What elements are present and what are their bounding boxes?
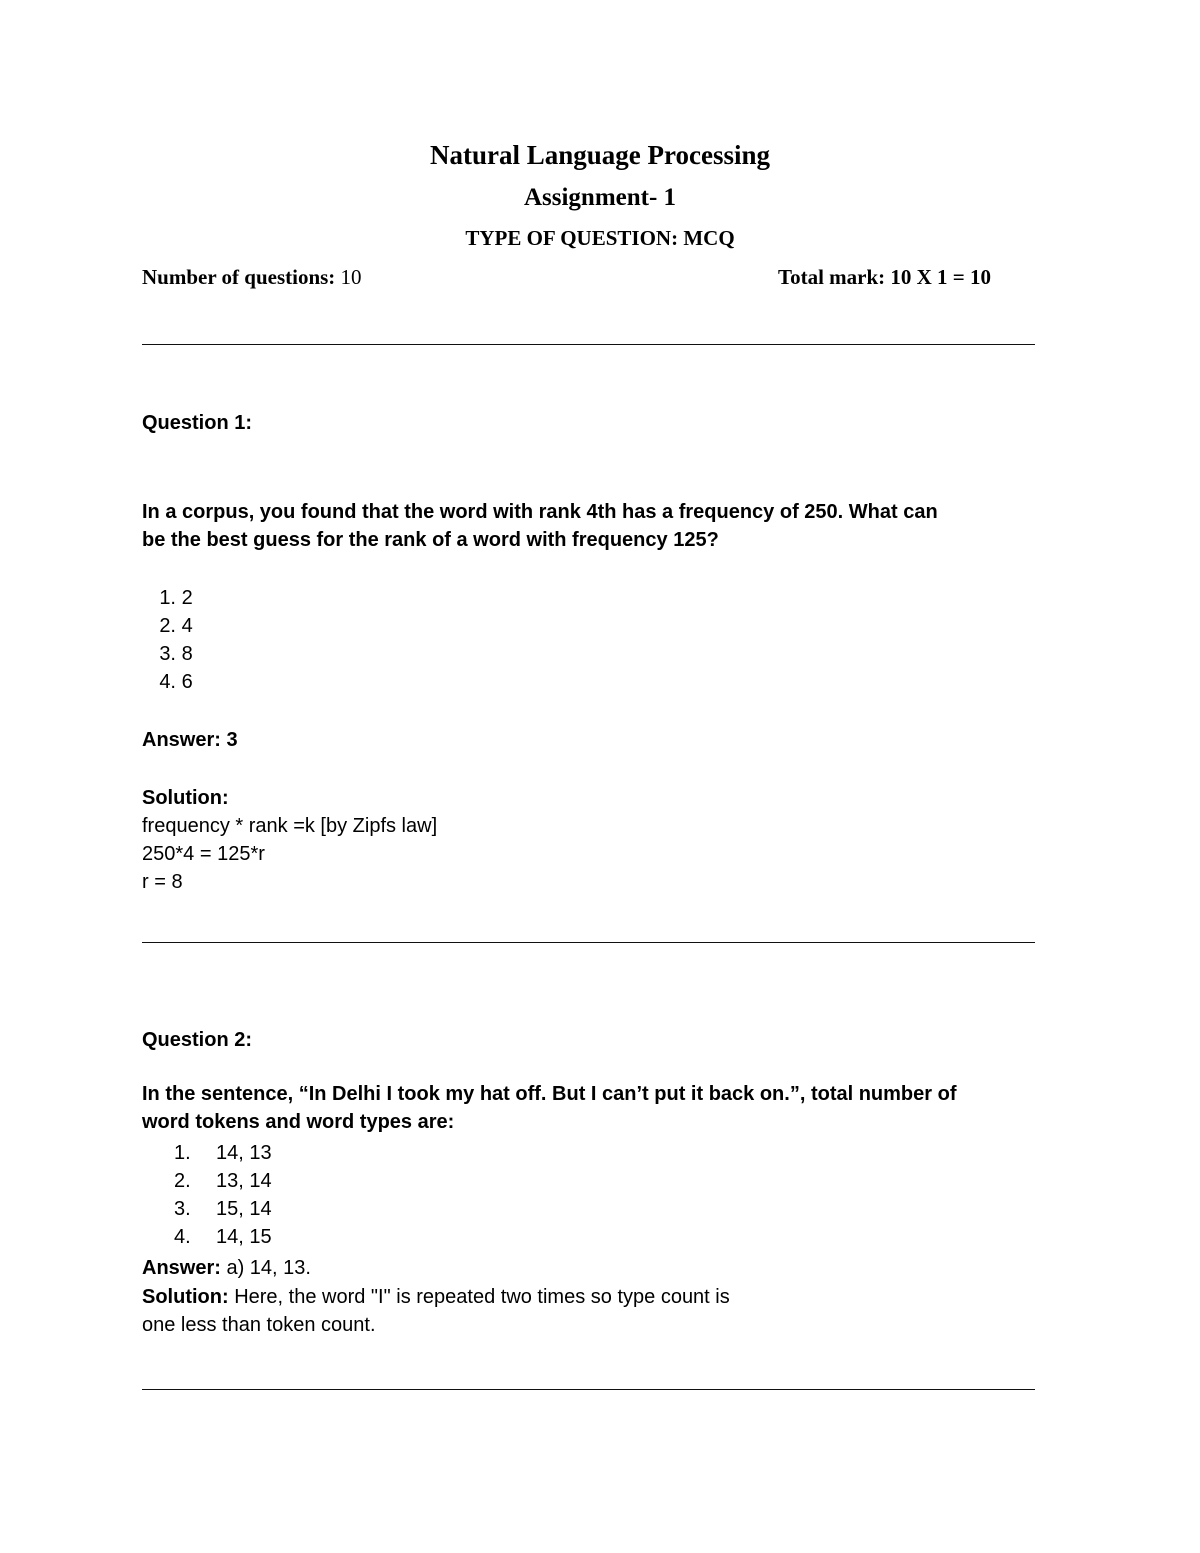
option-number: 1. — [174, 1142, 191, 1164]
question-2-solution-label: Solution: — [142, 1286, 229, 1308]
question-2-solution-text: Here, the word "I" is repeated two times so type count is — [234, 1286, 730, 1308]
option-number: 4. — [159, 671, 176, 693]
question-2-text — [142, 1080, 957, 1136]
option-number: 4. — [174, 1226, 191, 1248]
question-1-option — [150, 587, 193, 610]
question-1-solution-line: r = 8 — [142, 871, 183, 893]
question-2-solution-text-cont: one less than token count. — [142, 1314, 376, 1336]
total-mark: Total mark: 10 X 1 = 10 — [778, 265, 992, 289]
option-number: 1. — [159, 587, 176, 609]
question-1-text-line1: In a corpus, you found that the word with rank 4th has a frequency of 250. What can — [142, 501, 938, 523]
question-1-option — [150, 615, 193, 638]
question-2-heading: Question 2: — [142, 1029, 253, 1051]
option-number: 3. — [159, 643, 176, 665]
question-1-solution — [142, 784, 437, 896]
divider-line — [142, 1389, 1035, 1390]
divider-line — [142, 344, 1035, 345]
question-2-answer-label: Answer: — [142, 1257, 221, 1279]
question-2-option — [174, 1198, 272, 1221]
divider-line — [142, 942, 1035, 943]
question-1-answer: Answer: 3 — [142, 729, 238, 751]
question-2-solution — [142, 1283, 730, 1339]
option-text: 2 — [181, 587, 193, 609]
question-2-option — [174, 1142, 272, 1165]
option-text: 6 — [181, 671, 193, 693]
number-of-questions-value: 10 — [340, 265, 362, 289]
question-1-solution-line: frequency * rank =k [by Zipfs law] — [142, 815, 438, 837]
option-number: 2. — [159, 615, 176, 637]
number-of-questions-label: Number of questions: — [142, 265, 336, 289]
question-1-text-line2: be the best guess for the rank of a word with frequency 125? — [142, 529, 719, 551]
option-text: 4 — [181, 615, 193, 637]
assignment-subtitle — [0, 184, 1200, 212]
option-text: 14, 15 — [216, 1226, 272, 1248]
option-text: 13, 14 — [216, 1170, 272, 1192]
question-2-text-line1: In the sentence, “In Delhi I took my hat off. But I can’t put it back on.”, total number of — [142, 1083, 957, 1105]
number-of-questions — [142, 265, 362, 290]
question-1-text — [142, 498, 938, 554]
question-1-solution-label: Solution: — [142, 787, 229, 809]
option-text: 8 — [181, 643, 193, 665]
question-2-answer-value: a) 14, 13. — [226, 1257, 311, 1279]
question-1-option — [150, 671, 193, 694]
document-title: Natural Language Processing — [429, 140, 770, 170]
assignment-subtitle-text: Assignment- 1 — [523, 184, 677, 211]
option-text: 15, 14 — [216, 1198, 272, 1220]
question-1-option — [150, 643, 193, 666]
question-type: TYPE OF QUESTION: MCQ — [465, 226, 735, 250]
option-text: 14, 13 — [216, 1142, 272, 1164]
option-number: 2. — [174, 1170, 191, 1192]
question-2-option — [174, 1170, 272, 1193]
question-2-text-line2: word tokens and word types are: — [142, 1111, 455, 1133]
option-number: 3. — [174, 1198, 191, 1220]
question-2-option — [174, 1226, 272, 1249]
question-2-answer — [142, 1254, 311, 1282]
question-1-heading: Question 1: — [142, 412, 253, 434]
question-1-solution-line: 250*4 = 125*r — [142, 843, 265, 865]
